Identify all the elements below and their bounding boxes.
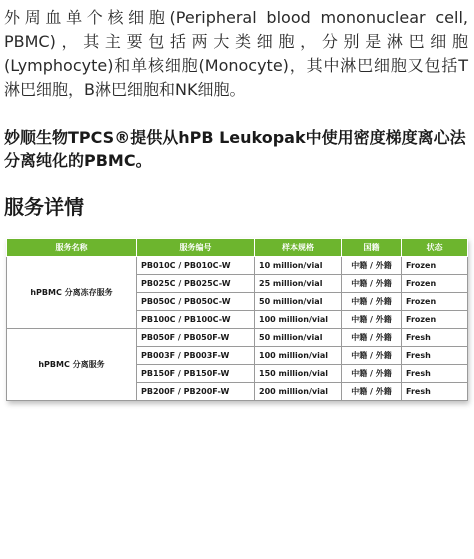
service-group-name: hPBMC 分离冻存服务 [7, 257, 137, 329]
service-table [6, 238, 468, 401]
sample-spec-cell: 100 million/vial [255, 347, 342, 365]
nationality-cell: 中籍 / 外籍 [342, 275, 402, 293]
nationality-cell: 中籍 / 外籍 [342, 347, 402, 365]
sample-spec-cell: 150 million/vial [255, 365, 342, 383]
service-code-cell: PB200F / PB200F-W [137, 383, 255, 401]
nationality-cell: 中籍 / 外籍 [342, 311, 402, 329]
header-nationality: 国籍 [342, 239, 402, 257]
sample-spec-cell: 25 million/vial [255, 275, 342, 293]
sample-spec-cell: 200 million/vial [255, 383, 342, 401]
header-sample-spec: 样本规格 [255, 239, 342, 257]
header-service-code: 服务编号 [137, 239, 255, 257]
table-header-row [7, 239, 468, 257]
header-status: 状态 [402, 239, 468, 257]
nationality-cell: 中籍 / 外籍 [342, 329, 402, 347]
service-code-cell: PB025C / PB025C-W [137, 275, 255, 293]
status-cell: Fresh [402, 329, 468, 347]
status-cell: Frozen [402, 311, 468, 329]
sample-spec-cell: 100 million/vial [255, 311, 342, 329]
service-code-cell: PB003F / PB003F-W [137, 347, 255, 365]
status-cell: Frozen [402, 293, 468, 311]
sample-spec-cell: 10 million/vial [255, 257, 342, 275]
intro-paragraph: 外周血单个核细胞(Peripheral blood mononuclear cell, PBMC)，其主要包括两大类细胞，分别是淋巴细胞(Lymphocyte)和单核细胞(Monocyte)，其中淋巴细胞又包括T淋巴细胞，B淋巴细胞和NK细胞。 [4, 8, 468, 99]
nationality-cell: 中籍 / 外籍 [342, 293, 402, 311]
service-code-cell: PB050C / PB050C-W [137, 293, 255, 311]
table-row [7, 257, 468, 275]
status-cell: Fresh [402, 383, 468, 401]
service-code-cell: PB050F / PB050F-W [137, 329, 255, 347]
sample-spec-cell: 50 million/vial [255, 329, 342, 347]
service-table-container [6, 238, 467, 401]
service-code-cell: PB100C / PB100C-W [137, 311, 255, 329]
status-cell: Frozen [402, 275, 468, 293]
nationality-cell: 中籍 / 外籍 [342, 257, 402, 275]
header-service-name: 服务名称 [7, 239, 137, 257]
nationality-cell: 中籍 / 外籍 [342, 365, 402, 383]
status-cell: Fresh [402, 347, 468, 365]
table-row [7, 329, 468, 347]
status-cell: Frozen [402, 257, 468, 275]
section-title: 服务详情 [4, 195, 84, 219]
service-highlight: 妙顺生物TPCS®提供从hPB Leukopak中使用密度梯度离心法分离纯化的PBMC。 [4, 128, 466, 170]
service-code-cell: PB150F / PB150F-W [137, 365, 255, 383]
nationality-cell: 中籍 / 外籍 [342, 383, 402, 401]
status-cell: Fresh [402, 365, 468, 383]
sample-spec-cell: 50 million/vial [255, 293, 342, 311]
service-group-name: hPBMC 分离服务 [7, 329, 137, 401]
service-code-cell: PB010C / PB010C-W [137, 257, 255, 275]
